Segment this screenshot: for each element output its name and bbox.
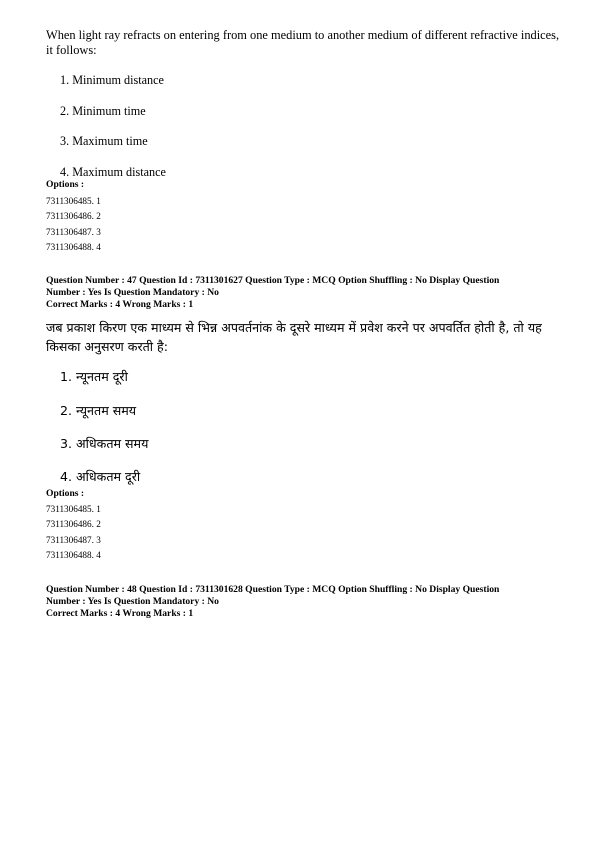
choice-2: 2. Minimum time: [60, 104, 146, 118]
meta-line-1-48: Question Number : 48 Question Id : 7311301628 Question Type : MCQ Option Shuffling : No Display Question: [46, 584, 500, 595]
meta-line-2-48: Number : Yes Is Question Mandatory : No: [46, 596, 219, 607]
question-text: When light ray refracts on entering from one medium to another medium of different refractive indices, it follows:: [46, 28, 560, 57]
option-id-2: 7311306486. 2: [46, 211, 101, 221]
choice-2-hindi: 2. न्यूनतम समय: [60, 403, 137, 418]
choice-4: 4. Maximum distance: [60, 165, 166, 179]
choice-3-hindi: 3. अधिकतम समय: [60, 436, 149, 451]
option-id-3-47: 7311306487. 3: [46, 535, 101, 545]
option-id-1-47: 7311306485. 1: [46, 504, 101, 514]
option-id-4-47: 7311306488. 4: [46, 550, 101, 560]
option-id-4: 7311306488. 4: [46, 242, 101, 252]
option-id-3: 7311306487. 3: [46, 227, 101, 237]
option-id-1: 7311306485. 1: [46, 196, 101, 206]
options-label-47: Options :: [46, 488, 85, 499]
question-meta-47: [46, 275, 566, 311]
choice-1: 1. Minimum distance: [60, 73, 164, 87]
meta-line-2: Number : Yes Is Question Mandatory : No: [46, 287, 219, 298]
options-label: Options :: [46, 179, 85, 190]
option-id-2-47: 7311306486. 2: [46, 519, 101, 529]
choice-4-hindi: 4. अधिकतम दूरी: [60, 469, 141, 484]
choice-3: 3. Maximum time: [60, 134, 148, 148]
choice-1-hindi: 1. न्यूनतम दूरी: [60, 369, 128, 384]
question-meta-48: [46, 584, 566, 620]
question-text-hindi: जब प्रकाश किरण एक माध्यम से भिन्न अपवर्तनांक के दूसरे माध्यम में प्रवेश करने पर अपवर्तित होती है, तो यह किसका अनुसरण करती है:: [46, 320, 542, 354]
meta-line-1: Question Number : 47 Question Id : 7311301627 Question Type : MCQ Option Shuffling : No Display Question: [46, 275, 500, 286]
meta-line-3-48: Correct Marks : 4 Wrong Marks : 1: [46, 608, 194, 619]
meta-line-3: Correct Marks : 4 Wrong Marks : 1: [46, 299, 194, 310]
